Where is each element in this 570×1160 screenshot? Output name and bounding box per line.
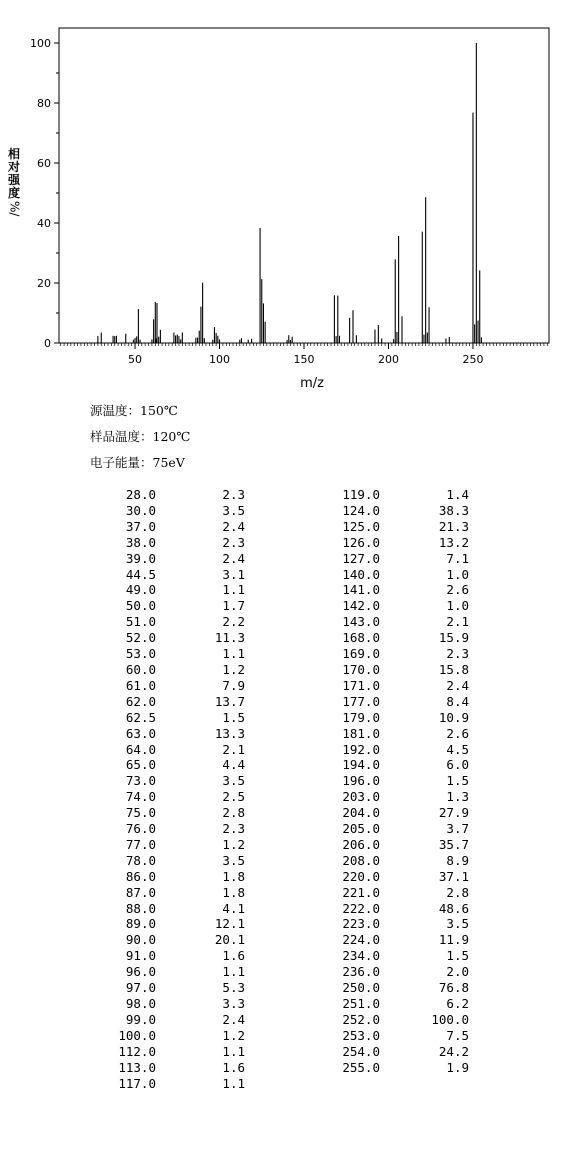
peak-mz: 62.5: [125, 709, 156, 725]
y-tick-label: 20: [37, 277, 51, 290]
peak-intensity: 3.5: [446, 916, 469, 932]
peak-mz: 76.0: [125, 821, 156, 837]
peak-intensity: 3.5: [222, 502, 245, 518]
peak-mz: 168.0: [342, 630, 380, 646]
y-tick-label: 0: [44, 337, 51, 350]
peak-mz: 28.0: [125, 487, 156, 502]
peak-intensity: 11.9: [438, 932, 469, 948]
peak-intensity: 2.3: [222, 534, 245, 550]
peak-mz: 61.0: [125, 677, 156, 693]
peak-mz: 220.0: [342, 868, 380, 884]
peak-intensity: 13.2: [438, 534, 469, 550]
y-axis-unit-value: %: [7, 201, 22, 213]
peak-mz: 30.0: [125, 502, 156, 518]
peak-intensity: 8.4: [446, 693, 469, 709]
peak-intensity: 1.7: [222, 598, 245, 614]
peak-table-left-mz: [100, 487, 156, 1091]
peak-intensity: 2.5: [222, 789, 245, 805]
peak-intensity: 1.8: [222, 884, 245, 900]
peak-mz: 141.0: [342, 582, 380, 598]
peak-mz: 140.0: [342, 566, 380, 582]
peak-mz: 194.0: [342, 757, 380, 773]
peak-intensity: 2.6: [446, 725, 469, 741]
peak-intensity: 6.2: [446, 996, 469, 1011]
peak-mz: 224.0: [342, 932, 380, 948]
peak-intensity: 2.4: [222, 1011, 245, 1027]
peak-intensity: 24.2: [438, 1043, 469, 1059]
peak-mz: 90.0: [125, 932, 156, 948]
peak-table-left-intensity: [201, 487, 245, 1091]
peak-mz: 124.0: [342, 502, 380, 518]
x-tick-label: 100: [209, 353, 231, 366]
peak-mz: 251.0: [342, 996, 380, 1011]
peak-mz: 177.0: [342, 693, 380, 709]
peak-mz: 86.0: [125, 868, 156, 884]
peak-mz: 63.0: [125, 725, 156, 741]
y-axis: [30, 37, 59, 350]
peak-intensity: 3.5: [222, 773, 245, 789]
x-tick-label: 200: [377, 353, 399, 366]
peak-intensity: 21.3: [438, 518, 469, 534]
peak-mz: 234.0: [342, 948, 380, 964]
peak-mz: 222.0: [342, 900, 380, 916]
peak-mz: 127.0: [342, 550, 380, 566]
peak-mz: 117.0: [118, 1075, 156, 1091]
peak-intensity: 3.1: [222, 566, 245, 582]
peak-mz: 119.0: [342, 487, 380, 502]
x-tick-label: 250: [462, 353, 484, 366]
peak-intensity: 2.3: [222, 821, 245, 837]
peak-intensity: 12.1: [214, 916, 245, 932]
peak-table-right-mz: [322, 487, 380, 1076]
peak-intensity: 1.8: [222, 868, 245, 884]
peak-intensity: 1.1: [222, 1043, 245, 1059]
plot-border: [59, 28, 549, 343]
peak-intensity: 2.4: [222, 518, 245, 534]
peak-intensity: 35.7: [438, 836, 469, 852]
peak-intensity: 8.9: [446, 852, 469, 868]
peak-intensity: 2.0: [446, 964, 469, 980]
peak-mz: 87.0: [125, 884, 156, 900]
peak-mz: 125.0: [342, 518, 380, 534]
electron-energy: 电子能量：75eV: [90, 455, 185, 470]
peak-intensity: 2.8: [446, 884, 469, 900]
peak-mz: 73.0: [125, 773, 156, 789]
peak-intensity: 2.4: [222, 550, 245, 566]
peak-intensity: 4.5: [446, 741, 469, 757]
y-tick-label: 100: [30, 37, 51, 50]
y-axis-label-char: 度: [7, 186, 20, 200]
peak-mz: 53.0: [125, 646, 156, 662]
peak-intensity: 1.5: [222, 709, 245, 725]
peak-intensity: 2.8: [222, 805, 245, 821]
peak-mz: 206.0: [342, 836, 380, 852]
peak-intensity: 1.1: [222, 582, 245, 598]
peak-intensity: 7.9: [222, 677, 245, 693]
peak-mz: 78.0: [125, 852, 156, 868]
peak-intensity: 2.1: [446, 614, 469, 630]
peak-intensity: 100.0: [431, 1011, 469, 1027]
peak-mz: 181.0: [342, 725, 380, 741]
peak-intensity: 1.0: [446, 598, 469, 614]
peak-mz: 50.0: [125, 598, 156, 614]
y-axis-label-char: 对: [7, 160, 20, 174]
peak-intensity: 3.5: [222, 852, 245, 868]
peak-intensity: 1.2: [222, 1027, 245, 1043]
peak-mz: 74.0: [125, 789, 156, 805]
peak-intensity: 1.2: [222, 836, 245, 852]
plot-frame: [59, 28, 549, 343]
peak-mz: 51.0: [125, 614, 156, 630]
peak-intensity: 13.7: [214, 693, 245, 709]
peak-mz: 52.0: [125, 630, 156, 646]
peak-mz: 205.0: [342, 821, 380, 837]
peak-mz: 253.0: [342, 1027, 380, 1043]
y-tick-label: 60: [37, 157, 51, 170]
mass-spectrum-chart: [0, 0, 570, 395]
peak-intensity: 4.1: [222, 900, 245, 916]
peak-intensity: 37.1: [438, 868, 469, 884]
y-axis-label-text: [6, 148, 22, 200]
peak-mz: 143.0: [342, 614, 380, 630]
peak-mz: 196.0: [342, 773, 380, 789]
peak-mz: 96.0: [125, 964, 156, 980]
peak-intensity: 3.7: [446, 821, 469, 837]
peak-mz: 89.0: [125, 916, 156, 932]
peak-mz: 208.0: [342, 852, 380, 868]
peak-intensity: 2.1: [222, 741, 245, 757]
peak-mz: 170.0: [342, 661, 380, 677]
y-axis-unit: %/: [7, 201, 22, 217]
x-tick-label: 150: [293, 353, 315, 366]
peak-mz: 49.0: [125, 582, 156, 598]
peak-mz: 97.0: [125, 980, 156, 996]
peak-intensity: 15.9: [438, 630, 469, 646]
y-axis-label: [6, 148, 22, 216]
peak-intensity: 4.4: [222, 757, 245, 773]
y-tick-label: 80: [37, 97, 51, 110]
peak-mz: 39.0: [125, 550, 156, 566]
peak-mz: 236.0: [342, 964, 380, 980]
peak-mz: 221.0: [342, 884, 380, 900]
peak-intensity: 48.6: [438, 900, 469, 916]
peak-mz: 98.0: [125, 996, 156, 1011]
peak-mz: 37.0: [125, 518, 156, 534]
peak-mz: 192.0: [342, 741, 380, 757]
peak-intensity: 1.4: [446, 487, 469, 502]
peak-mz: 112.0: [118, 1043, 156, 1059]
peak-mz: 171.0: [342, 677, 380, 693]
peak-intensity: 1.1: [222, 646, 245, 662]
peak-intensity: 11.3: [214, 630, 245, 646]
peak-mz: 255.0: [342, 1059, 380, 1075]
peak-mz: 126.0: [342, 534, 380, 550]
peak-intensity: 2.4: [446, 677, 469, 693]
peak-mz: 179.0: [342, 709, 380, 725]
peak-intensity: 7.1: [446, 550, 469, 566]
source-temperature: 源温度：150℃: [90, 403, 178, 418]
peak-intensity: 1.5: [446, 773, 469, 789]
peak-mz: 99.0: [125, 1011, 156, 1027]
peak-intensity: 38.3: [438, 502, 469, 518]
peak-intensity: 1.1: [222, 1075, 245, 1091]
x-axis-label: m/z: [300, 376, 324, 391]
peak-mz: 250.0: [342, 980, 380, 996]
sample-temperature: 样品温度：120℃: [90, 429, 191, 444]
peak-table-right-intensity: [421, 487, 469, 1076]
peak-mz: 62.0: [125, 693, 156, 709]
peak-intensity: 2.2: [222, 614, 245, 630]
peak-mz: 204.0: [342, 805, 380, 821]
peak-intensity: 1.0: [446, 566, 469, 582]
peak-intensity: 1.3: [446, 789, 469, 805]
peak-intensity: 2.3: [446, 646, 469, 662]
peak-mz: 142.0: [342, 598, 380, 614]
y-axis-label-char: 相: [7, 147, 20, 161]
peak-mz: 60.0: [125, 661, 156, 677]
x-axis: [128, 343, 483, 366]
peak-mz: 75.0: [125, 805, 156, 821]
peak-intensity: 1.1: [222, 964, 245, 980]
peak-intensity: 1.9: [446, 1059, 469, 1075]
peak-mz: 113.0: [118, 1059, 156, 1075]
peak-mz: 77.0: [125, 836, 156, 852]
peak-intensity: 6.0: [446, 757, 469, 773]
spectrum-bars: [98, 43, 482, 343]
peak-mz: 252.0: [342, 1011, 380, 1027]
peak-mz: 169.0: [342, 646, 380, 662]
peak-intensity: 1.2: [222, 661, 245, 677]
y-tick-label: 40: [37, 217, 51, 230]
peak-intensity: 15.8: [438, 661, 469, 677]
peak-intensity: 76.8: [438, 980, 469, 996]
peak-intensity: 1.6: [222, 948, 245, 964]
peak-mz: 254.0: [342, 1043, 380, 1059]
peak-intensity: 20.1: [214, 932, 245, 948]
x-tick-label: 50: [128, 353, 143, 366]
peak-mz: 65.0: [125, 757, 156, 773]
peak-intensity: 27.9: [438, 805, 469, 821]
y-axis-label-char: 强: [7, 173, 20, 187]
peak-intensity: 2.6: [446, 582, 469, 598]
peak-intensity: 5.3: [222, 980, 245, 996]
peak-mz: 64.0: [125, 741, 156, 757]
peak-mz: 38.0: [125, 534, 156, 550]
peak-intensity: 7.5: [446, 1027, 469, 1043]
peak-mz: 203.0: [342, 789, 380, 805]
peak-mz: 44.5: [125, 566, 156, 582]
peak-intensity: 2.3: [222, 487, 245, 502]
peak-intensity: 13.3: [214, 725, 245, 741]
peak-intensity: 1.5: [446, 948, 469, 964]
peak-mz: 223.0: [342, 916, 380, 932]
peak-mz: 88.0: [125, 900, 156, 916]
peak-mz: 100.0: [118, 1027, 156, 1043]
peak-mz: 91.0: [125, 948, 156, 964]
peak-intensity: 10.9: [438, 709, 469, 725]
peak-intensity: 1.6: [222, 1059, 245, 1075]
peak-intensity: 3.3: [222, 996, 245, 1011]
